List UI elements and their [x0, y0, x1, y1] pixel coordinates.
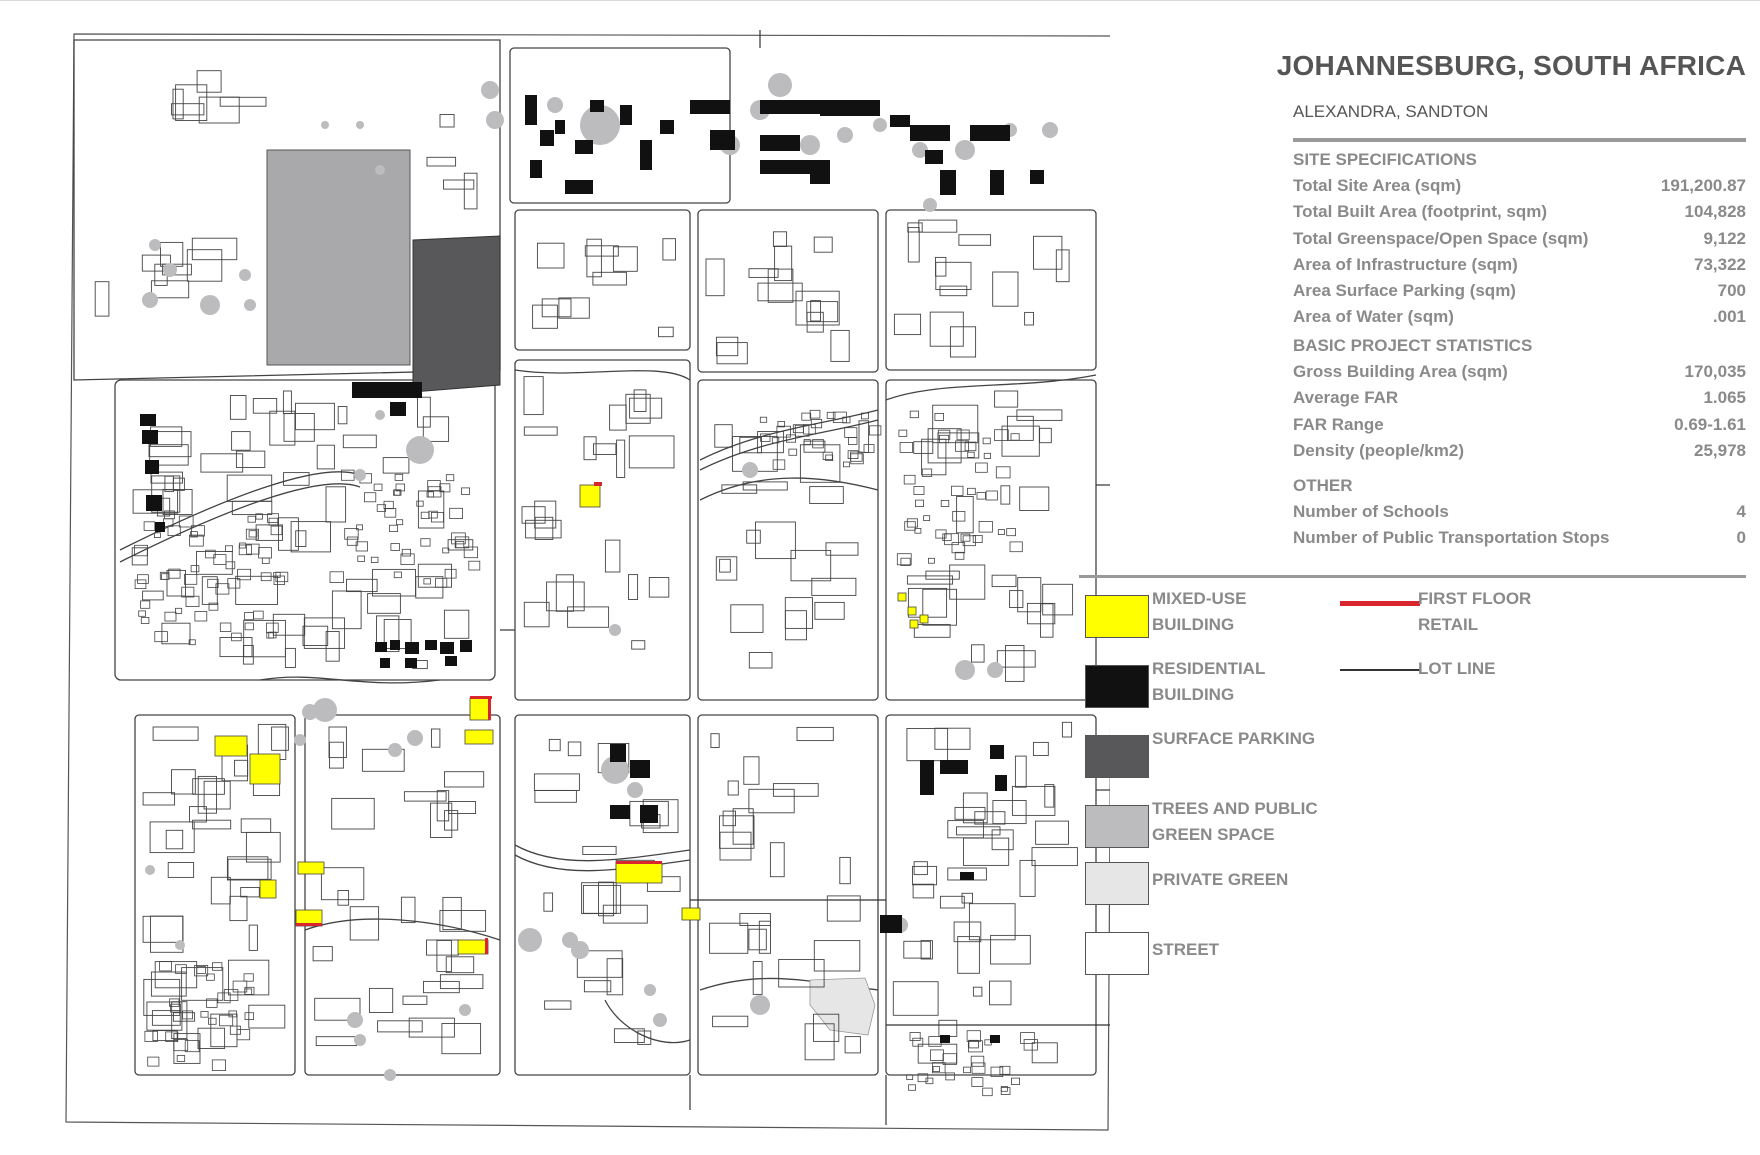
mixed-use-building — [920, 615, 928, 623]
stat-value: 0.69-1.61 — [1674, 414, 1746, 434]
tree-canopy — [294, 734, 306, 746]
residential-building — [995, 775, 1007, 791]
tree-canopy — [627, 782, 643, 798]
street-label — [1152, 937, 1352, 963]
first-floor-retail-line — [296, 923, 322, 926]
basic-statistics-section — [1293, 333, 1746, 464]
residential-building — [445, 656, 457, 666]
first-floor-retail-line — [485, 938, 488, 954]
residential-building — [540, 130, 554, 146]
stat-row — [1293, 226, 1746, 252]
stat-value: .001 — [1712, 307, 1746, 327]
first-floor-retail-line — [488, 698, 491, 720]
trees-label — [1152, 796, 1352, 848]
residential-building — [390, 640, 400, 650]
stat-value: 9,122 — [1703, 228, 1746, 248]
residential-building — [146, 495, 162, 511]
tree-canopy — [742, 462, 758, 478]
tree-canopy — [800, 135, 820, 155]
residential-building — [155, 522, 165, 532]
other-section — [1293, 473, 1746, 552]
mixed-use-building — [580, 485, 600, 507]
stat-label: Area of Water (sqm) — [1293, 307, 1454, 327]
section-heading: OTHER — [1293, 476, 1353, 495]
residential-building — [990, 745, 1004, 759]
stat-label: Area of Infrastructure (sqm) — [1293, 254, 1518, 274]
residential-building — [405, 658, 417, 668]
stat-label: Average FAR — [1293, 388, 1399, 408]
residential-building — [925, 150, 943, 164]
mixed-use-building — [465, 730, 493, 744]
tree-canopy — [873, 118, 887, 132]
residential-building — [970, 125, 1010, 141]
residential-building — [530, 160, 542, 178]
first-floor-retail-line — [616, 861, 662, 864]
tree-canopy — [244, 299, 256, 311]
page-subtitle: ALEXANDRA, SANDTON — [1293, 102, 1489, 121]
stat-value: 170,035 — [1684, 362, 1746, 381]
mixed-use-building — [682, 908, 700, 920]
residential-building — [575, 140, 593, 154]
tree-canopy — [384, 1069, 396, 1081]
mixed-use-building — [458, 940, 488, 954]
residential-building — [145, 460, 159, 474]
stat-row — [1293, 252, 1746, 278]
stat-label: Area Surface Parking (sqm) — [1293, 281, 1516, 301]
residential-building — [640, 805, 658, 823]
tree-canopy — [768, 73, 792, 97]
residential-building — [425, 640, 437, 650]
tree-canopy — [486, 111, 504, 129]
residential-building — [940, 1035, 950, 1043]
section-heading: BASIC PROJECT STATISTICS — [1293, 336, 1533, 355]
tree-canopy — [518, 928, 542, 952]
tree-canopy — [375, 410, 385, 420]
trees-swatch — [1085, 805, 1149, 848]
tree-canopy — [354, 1034, 366, 1046]
residential-building — [810, 170, 830, 184]
mixed-use-building — [908, 607, 916, 615]
label-line: BUILDING — [1152, 615, 1235, 634]
residential-building — [352, 382, 422, 398]
tree-canopy — [562, 932, 578, 948]
first-floor-retail-swatch — [1340, 601, 1420, 606]
tree-canopy — [547, 97, 563, 113]
stat-value: 191,200.87 — [1660, 176, 1746, 195]
site-map[interactable] — [60, 30, 1110, 1140]
residential-building — [590, 100, 604, 112]
tree-canopy — [955, 140, 975, 160]
stat-value: 0 — [1736, 528, 1746, 548]
tree-canopy — [175, 940, 185, 950]
page-title: JOHANNESBURG, SOUTH AFRICA — [1276, 50, 1746, 81]
stat-label: Number of Public Transportation Stops — [1293, 528, 1610, 548]
residential-building — [640, 140, 652, 170]
mixed-use-building — [910, 620, 918, 628]
stat-label: Density (people/km2) — [1293, 440, 1464, 460]
tree-canopy — [388, 743, 402, 757]
surface-parking-swatch — [1085, 735, 1149, 778]
tree-canopy — [955, 660, 975, 680]
label-line: RESIDENTIAL — [1152, 659, 1266, 678]
stat-value: 4 — [1736, 502, 1746, 521]
title-divider — [1293, 138, 1746, 142]
tree-canopy — [239, 269, 251, 281]
tree-canopy — [407, 730, 423, 746]
mixed-use-building — [250, 754, 280, 784]
residential-building — [920, 760, 934, 795]
label-line: LOT LINE — [1418, 659, 1496, 678]
tree-canopy — [750, 995, 770, 1015]
tree-canopy — [356, 121, 364, 129]
stat-row — [1293, 412, 1746, 438]
residential-building — [760, 135, 800, 151]
tree-canopy — [375, 165, 385, 175]
stat-label: Total Greenspace/Open Space (sqm) — [1293, 228, 1589, 248]
label-line: STREET — [1152, 940, 1220, 959]
mixed-use-building — [260, 880, 276, 898]
residential-building — [880, 915, 902, 933]
label-line: TREES AND PUBLIC — [1152, 799, 1318, 818]
label-line: PRIVATE GREEN — [1152, 870, 1289, 889]
residential-building — [710, 130, 735, 150]
residential-building — [660, 120, 674, 134]
tree-canopy — [987, 662, 1003, 678]
residential-building — [460, 640, 472, 652]
tree-canopy — [347, 1012, 363, 1028]
tree-canopy — [149, 239, 161, 251]
residential-building — [440, 642, 454, 654]
residential-building — [565, 180, 593, 194]
top-border — [0, 0, 1760, 1]
mixed-use-building — [616, 863, 662, 883]
stat-row — [1293, 278, 1746, 304]
first-floor-retail-line — [594, 482, 602, 486]
stat-value: 700 — [1717, 281, 1746, 301]
surface-parking-lot — [413, 236, 500, 392]
residential-building — [960, 872, 974, 880]
private-green-label — [1152, 867, 1352, 893]
residential-building — [610, 805, 630, 819]
residential-swatch — [1085, 665, 1149, 708]
stat-row — [1293, 304, 1746, 330]
label-line: BUILDING — [1152, 685, 1235, 704]
stat-row — [1293, 499, 1746, 525]
label-line: RETAIL — [1418, 615, 1479, 634]
street-swatch — [1085, 932, 1149, 975]
mixed-use-building — [898, 593, 906, 601]
tree-canopy — [653, 1013, 667, 1027]
surface-parking-label — [1152, 726, 1352, 752]
stat-label: FAR Range — [1293, 414, 1384, 434]
residential-building — [525, 95, 537, 125]
label-line: GREEN SPACE — [1152, 825, 1275, 844]
site-specifications-section — [1293, 147, 1746, 331]
tree-canopy — [406, 436, 434, 464]
residential-building — [630, 760, 650, 778]
residential-building — [610, 744, 626, 762]
section-heading: SITE SPECIFICATIONS — [1293, 150, 1477, 169]
tree-canopy — [1042, 122, 1058, 138]
residential-building — [690, 100, 730, 114]
tree-canopy — [321, 121, 329, 129]
residential-label — [1152, 656, 1352, 708]
label-line: SURFACE PARKING — [1152, 729, 1316, 748]
label-line: MIXED-USE — [1152, 589, 1247, 608]
residential-building — [820, 100, 880, 116]
residential-building — [375, 642, 387, 652]
mixed-use-building — [470, 698, 490, 720]
stat-value: 1.065 — [1703, 388, 1746, 408]
private-green-swatch — [1085, 862, 1149, 905]
tree-canopy — [923, 198, 937, 212]
lot-line-swatch — [1340, 669, 1420, 671]
tree-canopy — [142, 292, 158, 308]
stat-value: 25,978 — [1694, 440, 1746, 460]
residential-building — [142, 430, 158, 444]
tree-canopy — [354, 469, 366, 481]
tree-canopy — [837, 127, 853, 143]
stat-label: Gross Building Area (sqm) — [1293, 362, 1508, 381]
first-floor-retail-label — [1418, 586, 1618, 638]
residential-building — [990, 1035, 1000, 1043]
residential-building — [990, 170, 1004, 195]
stat-label: Total Site Area (sqm) — [1293, 176, 1462, 195]
mixed-use-label — [1152, 586, 1352, 638]
residential-building — [405, 642, 419, 654]
lot-line-label — [1418, 656, 1618, 682]
stat-value: 73,322 — [1694, 254, 1746, 274]
tree-canopy — [459, 1004, 471, 1016]
stat-row — [1293, 173, 1746, 199]
residential-building — [390, 402, 406, 416]
stat-row — [1293, 199, 1746, 225]
residential-building — [890, 115, 910, 127]
tree-canopy — [481, 81, 499, 99]
residential-building — [555, 120, 565, 134]
tree-canopy — [644, 984, 656, 996]
stat-label: Total Built Area (footprint, sqm) — [1293, 202, 1548, 222]
residential-building — [1030, 170, 1044, 184]
residential-building — [760, 100, 830, 114]
stat-label: Number of Schools — [1293, 502, 1449, 521]
label-line: FIRST FLOOR — [1418, 589, 1532, 608]
stat-row — [1293, 385, 1746, 411]
residential-building — [620, 105, 632, 125]
legend-divider — [1079, 575, 1746, 578]
tree-canopy — [302, 704, 318, 720]
mixed-use-swatch — [1085, 595, 1149, 638]
mixed-use-building — [215, 736, 247, 756]
stat-row — [1293, 359, 1746, 385]
stat-row — [1293, 525, 1746, 551]
mixed-use-building — [298, 862, 324, 874]
tree-canopy — [200, 295, 220, 315]
residential-building — [140, 414, 156, 426]
tree-canopy — [163, 263, 177, 277]
tree-canopy — [145, 865, 155, 875]
stat-row — [1293, 438, 1746, 464]
tree-canopy — [609, 624, 621, 636]
residential-building — [940, 760, 968, 774]
residential-building — [380, 658, 390, 668]
residential-building — [910, 125, 950, 141]
public-green-space — [267, 150, 410, 365]
stat-value: 104,828 — [1684, 202, 1746, 222]
residential-building — [940, 170, 956, 195]
